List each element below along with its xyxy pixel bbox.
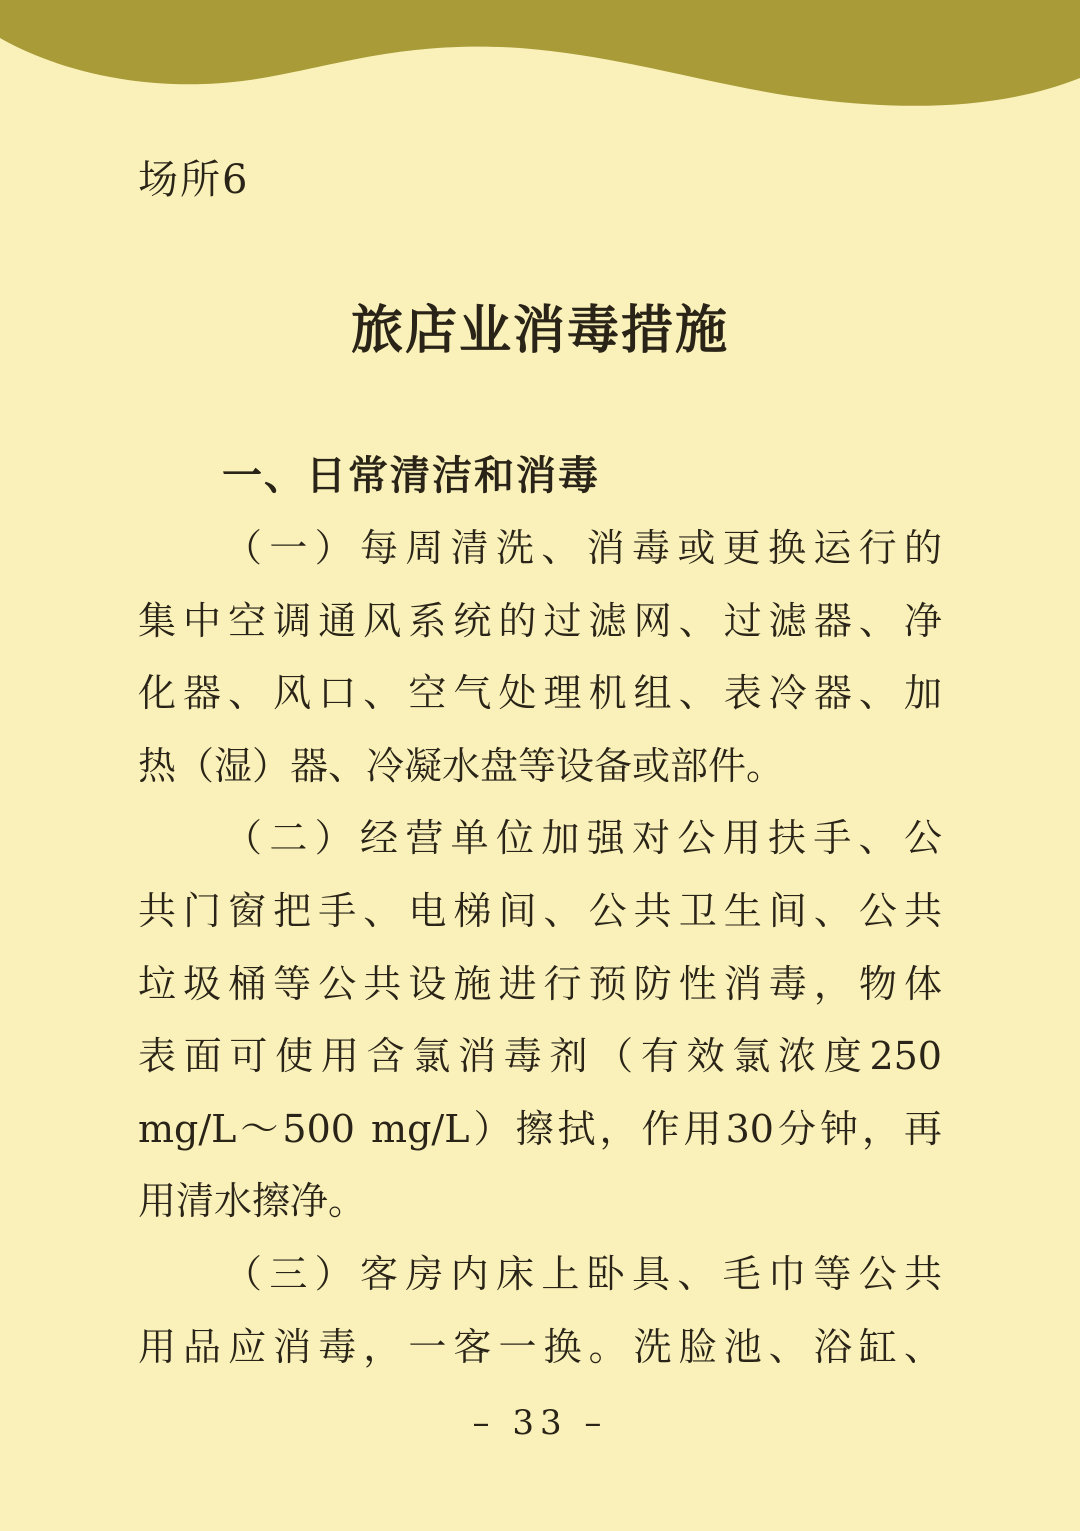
text-line: 热（湿）器、冷凝水盘等设备或部件。 [138,743,785,788]
body-text [138,512,942,1383]
text-line: 用清水擦净。 [138,1179,367,1224]
page-number: – 33 – [472,1403,608,1443]
text-line: （三）客房内床上卧具、毛巾等公共 [224,1251,942,1296]
chapter-label: 场所6 [138,157,250,203]
text-line: 表面可使用含氯消毒剂（有效氯浓度250 [138,1034,942,1079]
text-line: （二）经营单位加强对公用扶手、公 [224,816,942,861]
section-heading: 一、日常清洁和消毒 [222,453,600,499]
text-line: mg/L～500 mg/L）擦拭，作用30分钟，再 [138,1106,942,1151]
page-title: 旅店业消毒措施 [350,300,729,361]
text-line: 垃圾桶等公共设施进行预防性消毒，物体 [138,961,942,1006]
text-line: 化器、风口、空气处理机组、表冷器、加 [138,671,942,716]
header-wave-decoration [0,0,1080,120]
text-line: 集中空调通风系统的过滤网、过滤器、净 [138,598,942,643]
text-line: 共门窗把手、电梯间、公共卫生间、公共 [138,888,942,933]
text-line: （一）每周清洗、消毒或更换运行的 [224,526,942,570]
text-line: 用品应消毒，一客一换。洗脸池、浴缸、 [138,1324,942,1369]
